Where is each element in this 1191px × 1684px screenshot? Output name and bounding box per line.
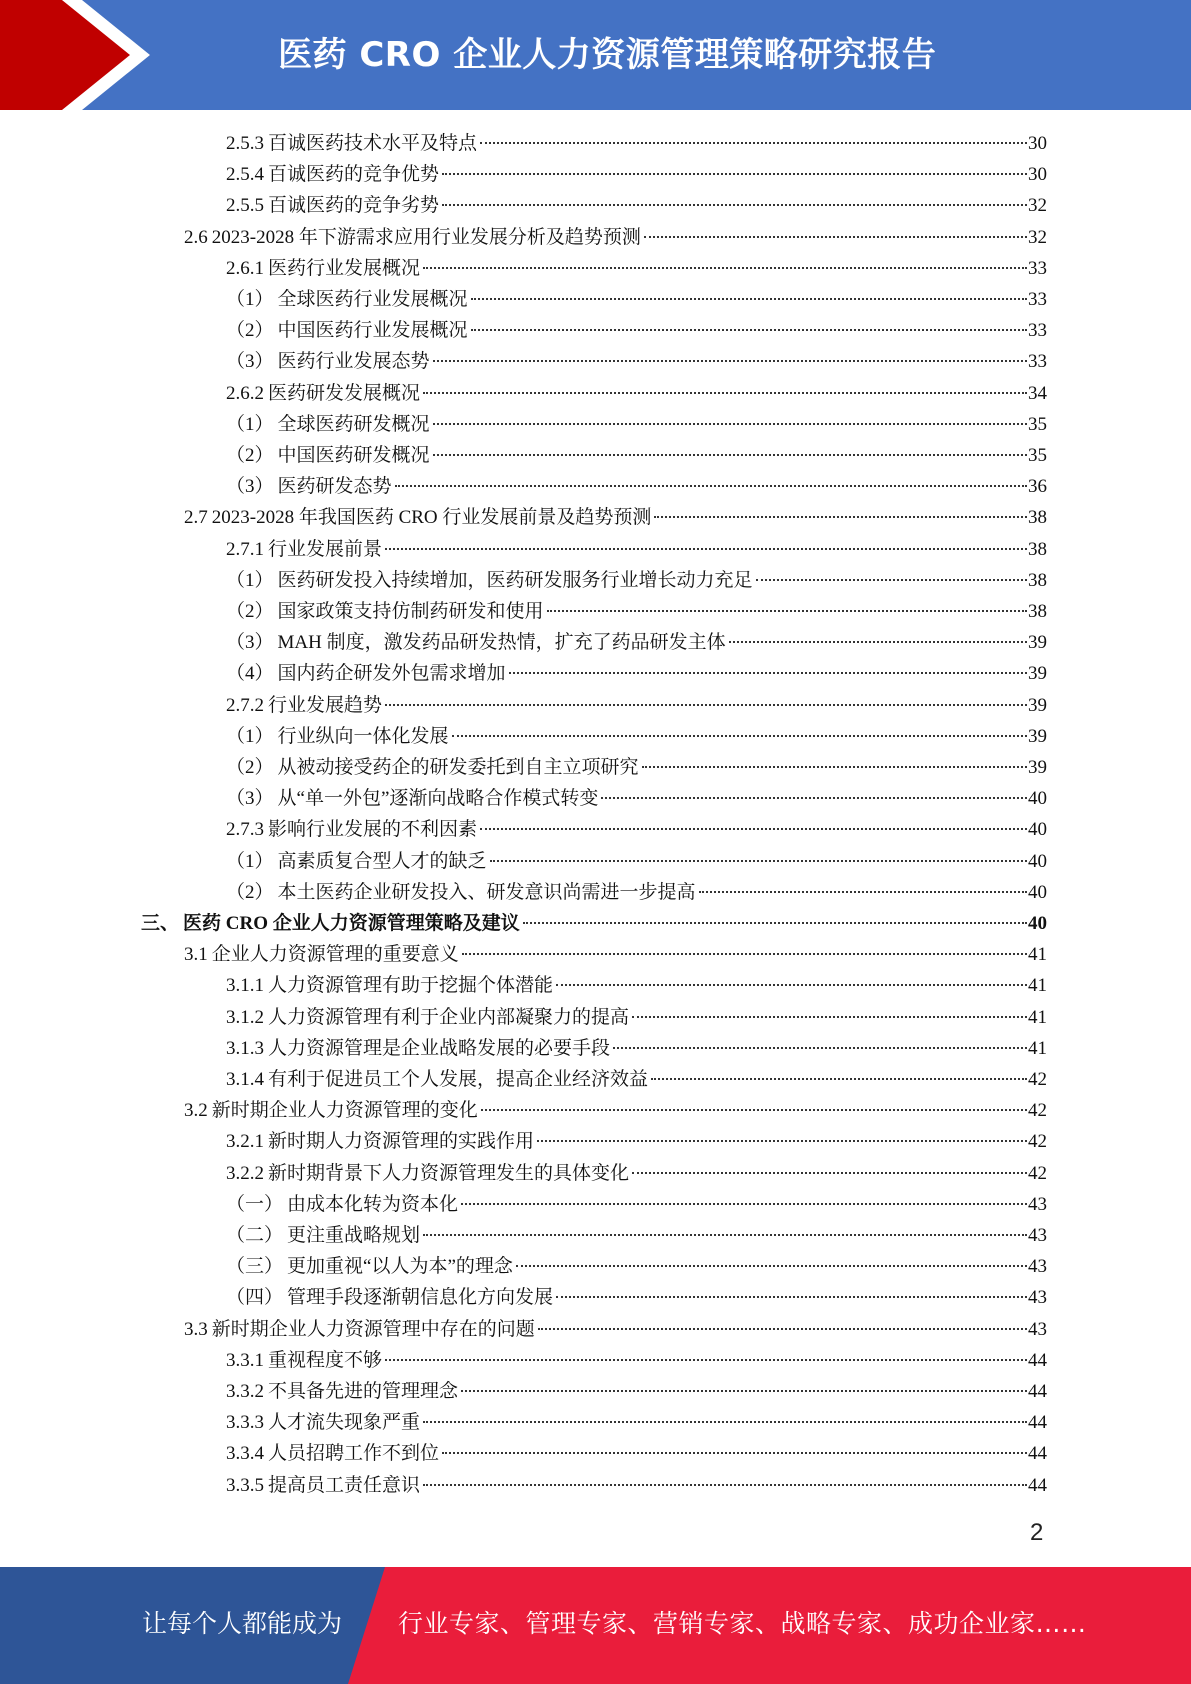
- toc-entry[interactable]: [141, 908, 1047, 939]
- report-footer: [0, 1567, 1191, 1684]
- report-header: [0, 0, 1191, 110]
- toc-dot-leader: [442, 173, 1027, 175]
- toc-entry-title: 人力资源管理有利于企业内部凝聚力的提高: [268, 1006, 630, 1028]
- toc-dot-leader: [433, 423, 1027, 425]
- toc-entry-title: 提高员工责任意识: [268, 1474, 421, 1496]
- toc-dot-leader: [490, 860, 1027, 862]
- toc-entry[interactable]: [226, 253, 1047, 284]
- footer-slogan-right: 行业专家、管理专家、营销专家、战略专家、成功企业家……: [398, 1609, 1087, 1638]
- toc-entry[interactable]: [226, 1345, 1047, 1376]
- toc-entry-page: 40: [1028, 788, 1047, 810]
- toc-dot-leader: [601, 797, 1027, 799]
- toc-entry[interactable]: [226, 970, 1047, 1001]
- toc-entry-number: 2.5.3: [226, 133, 264, 154]
- toc-entry-title: 高素质复合型人才的缺乏: [277, 850, 487, 872]
- toc-dot-leader: [632, 1172, 1027, 1174]
- toc-entry[interactable]: [226, 409, 1047, 440]
- toc-entry-title: 医药行业发展态势: [277, 351, 430, 373]
- toc-dot-leader: [654, 516, 1027, 518]
- toc-entry-number: 2.5.5: [226, 195, 264, 217]
- toc-dot-leader: [423, 392, 1027, 394]
- toc-entry-title: 百诚医药技术水平及特点: [268, 133, 478, 154]
- toc-entry-page: 43: [1028, 1193, 1047, 1215]
- toc-entry-page: 34: [1028, 382, 1047, 404]
- toc-dot-leader: [556, 1296, 1027, 1298]
- toc-dot-leader: [613, 1047, 1027, 1049]
- toc-entry-page: 43: [1028, 1256, 1047, 1278]
- toc-entry[interactable]: [226, 315, 1047, 346]
- toc-dot-leader: [423, 1421, 1027, 1423]
- toc-entry-page: 38: [1028, 538, 1047, 560]
- toc-dot-leader: [423, 1234, 1027, 1236]
- toc-dot-leader: [480, 142, 1027, 144]
- toc-entry-number: 3.3.3: [226, 1412, 264, 1434]
- toc-entry-number: 3.1.1: [226, 975, 264, 997]
- toc-entry-number: 3.2.1: [226, 1131, 264, 1153]
- toc-entry-page: 38: [1028, 507, 1047, 529]
- toc-dot-leader: [385, 1359, 1027, 1361]
- toc-entry[interactable]: [226, 1220, 1047, 1251]
- toc-entry-page: 35: [1028, 445, 1047, 466]
- toc-entry-page: 39: [1028, 632, 1047, 654]
- toc-entry-title: 医药研发投入持续增加，医药研发服务行业增长动力充足: [277, 569, 753, 591]
- toc-entry-title: MAH 制度，激发药品研发热情，扩充了药品研发主体: [277, 632, 726, 654]
- toc-entry-number: 2.7: [184, 507, 208, 529]
- toc-dot-leader: [442, 1452, 1027, 1454]
- toc-entry[interactable]: [226, 814, 1047, 845]
- toc-entry-page: 42: [1028, 1131, 1047, 1153]
- toc-entry-number: （1）: [226, 850, 274, 872]
- page-number: 2: [1030, 1519, 1044, 1546]
- toc-entry-title: 人才流失现象严重: [268, 1412, 421, 1434]
- toc-entry[interactable]: [226, 534, 1047, 565]
- toc-entry-number: 三、: [141, 913, 180, 934]
- toc-entry[interactable]: [226, 1189, 1047, 1220]
- toc-entry-title: 2023-2028 年下游需求应用行业发展分析及趋势预测: [211, 226, 641, 248]
- toc-entry-title: 从“单一外包”逐渐向战略合作模式转变: [277, 788, 599, 810]
- toc-entry-number: 2.7.3: [226, 819, 264, 841]
- toc-entry-title: 行业纵向一体化发展: [277, 725, 449, 747]
- toc-entry[interactable]: [226, 1407, 1047, 1438]
- toc-entry[interactable]: [226, 1033, 1047, 1064]
- toc-entry[interactable]: [226, 1282, 1047, 1313]
- toc-entry-page: 39: [1028, 725, 1047, 747]
- toc-entry[interactable]: [226, 1002, 1047, 1033]
- toc-entry-number: （1）: [226, 413, 274, 435]
- toc-entry[interactable]: [226, 1470, 1047, 1501]
- toc-entry-number: （1）: [226, 725, 274, 747]
- toc-entry-page: 38: [1028, 569, 1047, 591]
- toc-entry[interactable]: [226, 159, 1047, 190]
- toc-entry[interactable]: [226, 190, 1047, 221]
- toc-entry[interactable]: [226, 1064, 1047, 1095]
- toc-entry-title: 更加重视“以人为本”的理念: [287, 1256, 513, 1278]
- toc-entry[interactable]: [184, 222, 1047, 253]
- toc-entry-number: 3.1.4: [226, 1069, 264, 1090]
- toc-entry-number: 2.6.1: [226, 257, 264, 279]
- toc-entry[interactable]: [226, 627, 1047, 658]
- toc-entry-title: 人力资源管理是企业战略发展的必要手段: [268, 1037, 611, 1059]
- toc-entry-title: 医药研发发展概况: [268, 382, 421, 404]
- toc-dot-leader: [651, 1078, 1027, 1080]
- toc-entry-title: 全球医药研发概况: [277, 413, 430, 435]
- toc-entry[interactable]: [226, 596, 1047, 627]
- toc-entry[interactable]: [184, 502, 1047, 533]
- toc-entry-page: 41: [1028, 975, 1047, 997]
- toc-entry-title: 本土医药企业研发投入、研发意识尚需进一步提高: [277, 881, 696, 903]
- toc-entry-title: 从被动接受药企的研发委托到自主立项研究: [277, 757, 639, 778]
- toc-entry-page: 44: [1028, 1381, 1047, 1402]
- toc-dot-leader: [471, 329, 1027, 331]
- toc-dot-leader: [480, 828, 1027, 830]
- toc-entry[interactable]: [226, 471, 1047, 502]
- toc-entry-number: （2）: [226, 881, 274, 903]
- toc-entry[interactable]: [184, 1095, 1047, 1126]
- toc-entry-page: 42: [1028, 1162, 1047, 1184]
- toc-entry-page: 33: [1028, 257, 1047, 279]
- toc-dot-leader: [644, 236, 1027, 238]
- toc-entry-number: （4）: [226, 663, 274, 685]
- toc-entry-number: 3.3: [184, 1318, 208, 1340]
- toc-entry[interactable]: [226, 346, 1047, 377]
- toc-entry-number: 3.2.2: [226, 1162, 264, 1184]
- toc-entry-title: 百诚医药的竞争劣势: [268, 195, 440, 217]
- toc-entry-page: 32: [1028, 226, 1047, 248]
- toc-entry-page: 33: [1028, 289, 1047, 310]
- toc-entry-page: 39: [1028, 757, 1047, 778]
- toc-entry-number: （一）: [226, 1193, 284, 1215]
- toc-dot-leader: [632, 1016, 1027, 1018]
- toc-dot-leader: [538, 1328, 1027, 1330]
- toc-entry-title: 2023-2028 年我国医药 CRO 行业发展前景及趋势预测: [211, 507, 652, 529]
- toc-entry-page: 40: [1028, 850, 1047, 872]
- toc-entry-page: 43: [1028, 1225, 1047, 1246]
- toc-dot-leader: [699, 891, 1027, 893]
- toc-dot-leader: [385, 704, 1027, 706]
- toc-entry[interactable]: [226, 877, 1047, 908]
- toc-entry-page: 33: [1028, 320, 1047, 342]
- toc-entry-title: 人员招聘工作不到位: [268, 1443, 440, 1465]
- toc-entry-number: （三）: [226, 1256, 284, 1278]
- toc-entry-number: （2）: [226, 445, 274, 466]
- toc-dot-leader: [471, 298, 1027, 300]
- toc-entry[interactable]: [226, 1438, 1047, 1469]
- toc-dot-leader: [461, 1390, 1027, 1392]
- toc-entry-title: 有利于促进员工个人发展，提高企业经济效益: [268, 1069, 649, 1090]
- toc-entry-page: 44: [1028, 1349, 1047, 1371]
- toc-entry[interactable]: [226, 690, 1047, 721]
- toc-entry[interactable]: [226, 128, 1047, 159]
- toc-dot-leader: [433, 360, 1027, 362]
- toc-entry-title: 新时期企业人力资源管理的变化: [211, 1100, 478, 1122]
- toc-entry-title: 企业人力资源管理的重要意义: [211, 944, 459, 966]
- toc-entry-number: 2.6.2: [226, 382, 264, 404]
- toc-entry-title: 不具备先进的管理理念: [268, 1381, 459, 1402]
- toc-entry-title: 中国医药行业发展概况: [277, 320, 468, 342]
- toc-entry-page: 30: [1028, 133, 1047, 154]
- toc-entry-title: 国内药企研发外包需求增加: [277, 663, 506, 685]
- toc-entry-title: 医药研发态势: [277, 476, 392, 498]
- toc-entry[interactable]: [226, 721, 1047, 752]
- toc-entry[interactable]: [226, 1126, 1047, 1157]
- toc-entry-title: 新时期背景下人力资源管理发生的具体变化: [268, 1162, 630, 1184]
- toc-dot-leader: [556, 984, 1027, 986]
- toc-entry-number: （二）: [226, 1225, 284, 1246]
- toc-entry-number: （3）: [226, 632, 274, 654]
- toc-entry-title: 管理手段逐渐朝信息化方向发展: [287, 1287, 554, 1309]
- toc-entry-page: 30: [1028, 164, 1047, 186]
- toc-entry-page: 43: [1028, 1318, 1047, 1340]
- toc-entry-number: 3.3.4: [226, 1443, 264, 1465]
- toc-entry[interactable]: [226, 565, 1047, 596]
- toc-dot-leader: [756, 579, 1027, 581]
- toc-entry-title: 影响行业发展的不利因素: [268, 819, 478, 841]
- toc-entry-page: 33: [1028, 351, 1047, 373]
- toc-entry-title: 由成本化转为资本化: [287, 1193, 459, 1215]
- toc-entry-number: 3.3.2: [226, 1381, 264, 1402]
- toc-entry-number: （1）: [226, 289, 274, 310]
- toc-dot-leader: [385, 548, 1027, 550]
- toc-dot-leader: [452, 735, 1027, 737]
- toc-entry-title: 中国医药研发概况: [277, 445, 430, 466]
- toc-entry-page: 42: [1028, 1069, 1047, 1090]
- toc-entry-page: 35: [1028, 413, 1047, 435]
- toc-entry[interactable]: [226, 846, 1047, 877]
- toc-entry-page: 36: [1028, 476, 1047, 498]
- toc-entry-title: 重视程度不够: [268, 1349, 383, 1371]
- toc-entry-number: 2.7.2: [226, 694, 264, 716]
- toc-dot-leader: [537, 1140, 1027, 1142]
- report-title: 医药 CRO 企业人力资源管理策略研究报告: [278, 35, 937, 75]
- toc-entry-number: 2.6: [184, 226, 208, 248]
- toc-entry-page: 40: [1028, 913, 1047, 934]
- toc-entry-page: 42: [1028, 1100, 1047, 1122]
- toc-dot-leader: [462, 953, 1027, 955]
- toc-entry[interactable]: [226, 440, 1047, 471]
- toc-entry-number: （3）: [226, 788, 274, 810]
- toc-entry-number: 3.1.2: [226, 1006, 264, 1028]
- toc-dot-leader: [516, 1265, 1027, 1267]
- toc-entry-title: 行业发展趋势: [268, 694, 383, 716]
- toc-entry[interactable]: [226, 284, 1047, 315]
- toc-entry-page: 44: [1028, 1412, 1047, 1434]
- toc-entry-number: 3.1.3: [226, 1037, 264, 1059]
- toc-entry-title: 全球医药行业发展概况: [277, 289, 468, 310]
- toc-entry-page: 44: [1028, 1474, 1047, 1496]
- toc-entry-title: 医药 CRO 企业人力资源管理策略及建议: [183, 913, 520, 934]
- toc-entry-title: 人力资源管理有助于挖掘个体潜能: [268, 975, 554, 997]
- toc-entry-number: （3）: [226, 351, 274, 373]
- toc-entry-page: 32: [1028, 195, 1047, 217]
- toc-entry-page: 38: [1028, 601, 1047, 622]
- toc-entry-number: （2）: [226, 601, 274, 622]
- toc-entry-number: （2）: [226, 320, 274, 342]
- toc-entry[interactable]: [226, 1376, 1047, 1407]
- toc-entry-title: 行业发展前景: [268, 538, 383, 560]
- toc-dot-leader: [442, 204, 1027, 206]
- toc-dot-leader: [547, 610, 1027, 612]
- toc-dot-leader: [481, 1109, 1027, 1111]
- toc-entry-number: 2.7.1: [226, 538, 264, 560]
- toc-entry-page: 41: [1028, 944, 1047, 966]
- toc-entry-number: 3.3.1: [226, 1349, 264, 1371]
- toc-entry-number: 3.3.5: [226, 1474, 264, 1496]
- toc-dot-leader: [523, 922, 1027, 924]
- toc-entry[interactable]: [226, 658, 1047, 689]
- toc-entry-page: 40: [1028, 881, 1047, 903]
- toc-entry-number: （四）: [226, 1287, 284, 1309]
- toc-dot-leader: [461, 1203, 1027, 1205]
- toc-dot-leader: [423, 1484, 1027, 1486]
- toc-entry-number: 3.2: [184, 1100, 208, 1122]
- toc-entry-number: 3.1: [184, 944, 208, 966]
- toc-entry-title: 新时期人力资源管理的实践作用: [268, 1131, 535, 1153]
- toc-entry[interactable]: [184, 1314, 1047, 1345]
- footer-slogan-left: 让每个人都能成为: [142, 1609, 343, 1638]
- toc-entry-title: 医药行业发展概况: [268, 257, 421, 279]
- toc-dot-leader: [729, 641, 1027, 643]
- toc-entry-title: 新时期企业人力资源管理中存在的问题: [211, 1318, 535, 1340]
- toc-entry-page: 39: [1028, 694, 1047, 716]
- toc-entry-number: （1）: [226, 569, 274, 591]
- toc-entry-page: 39: [1028, 663, 1047, 685]
- toc-entry-title: 百诚医药的竞争优势: [268, 164, 440, 186]
- toc-entry-page: 44: [1028, 1443, 1047, 1465]
- toc-entry-title: 国家政策支持仿制药研发和使用: [277, 601, 544, 622]
- toc-entry[interactable]: [184, 939, 1047, 970]
- toc-entry-number: 2.5.4: [226, 164, 264, 186]
- toc-entry-page: 40: [1028, 819, 1047, 841]
- toc-entry-title: 更注重战略规划: [287, 1225, 421, 1246]
- toc-dot-leader: [395, 485, 1027, 487]
- toc-entry[interactable]: [226, 783, 1047, 814]
- toc-dot-leader: [509, 672, 1027, 674]
- toc-entry[interactable]: [226, 752, 1047, 783]
- toc-entry[interactable]: [226, 378, 1047, 409]
- toc-entry-number: （2）: [226, 757, 274, 778]
- toc-dot-leader: [642, 766, 1027, 768]
- toc-dot-leader: [423, 267, 1027, 269]
- toc-dot-leader: [433, 454, 1027, 456]
- toc-entry-page: 41: [1028, 1006, 1047, 1028]
- toc-entry-number: （3）: [226, 476, 274, 498]
- toc-entry[interactable]: [226, 1158, 1047, 1189]
- toc-entry-page: 41: [1028, 1037, 1047, 1059]
- toc-entry[interactable]: [226, 1251, 1047, 1282]
- toc-entry-page: 43: [1028, 1287, 1047, 1309]
